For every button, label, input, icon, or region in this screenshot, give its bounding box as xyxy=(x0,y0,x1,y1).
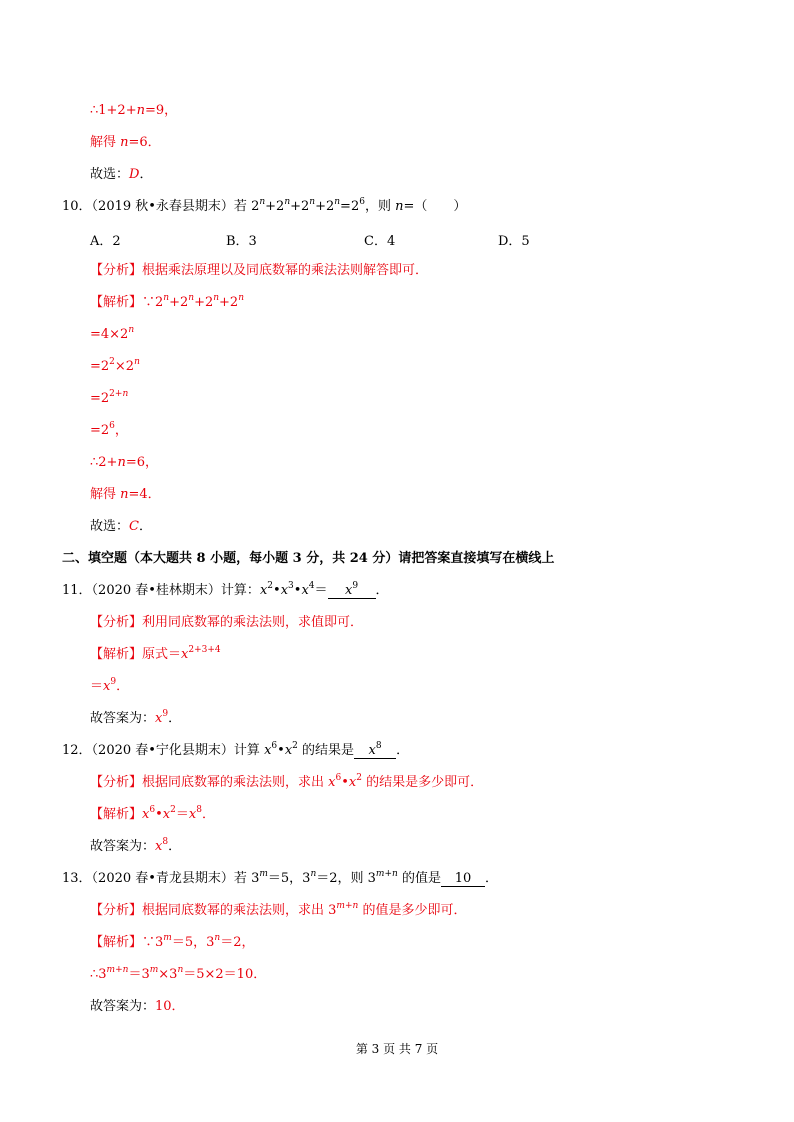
q11-answer-blank[interactable]: $x^9$ xyxy=(328,583,376,599)
q12-analysis: 【分析】根据同底数幂的乘法法则，求出 $x^6•x^2$ 的结果是多少即可． xyxy=(90,773,484,790)
q10-stem: 10．（2019 秋•永春县期末）若 $2^n+2^n+2^n+2^n=2^6$，则 n=（ ） xyxy=(62,197,467,214)
prev-step-2: 解得 n=6． xyxy=(90,135,161,150)
q12-answer: 故答案为：$x^8$． xyxy=(90,837,182,854)
q12-solution: 【解析】$x^6•x^2=x^8$． xyxy=(90,805,215,822)
q10-option-b[interactable]: B．3 xyxy=(226,234,257,249)
q13-solution-1: 【解析】$\because 3^m=5$，$3^n=2$， xyxy=(90,933,255,950)
q12-answer-blank[interactable]: $x^8$ xyxy=(354,743,396,759)
q10-solution-4: $=2^{2+n}$ xyxy=(90,389,129,406)
prev-answer: 故选：D． xyxy=(90,167,153,182)
q10-solution-6: ∴2+n=6， xyxy=(90,455,158,470)
q10-option-d[interactable]: D．5 xyxy=(498,234,530,249)
q11-solution-1: 【解析】原式$=x^{2+3+4}$ xyxy=(90,645,221,662)
q11-stem: 11．（2020 春•桂林期末）计算：$x^2•x^3•x^4= x^9$ ． xyxy=(62,581,389,598)
q10-solution-1: 【解析】$\because 2^n+2^n+2^n+2^n$ xyxy=(90,293,244,310)
q13-stem: 13．（2020 春•青龙县期末）若 $3^m=5$，$3^n=2$，则 $3^{m+n}$ 的值是 10 ． xyxy=(62,869,498,886)
q13-analysis: 【分析】根据同底数幂的乘法法则，求出 $3^{m+n}$ 的值是多少即可． xyxy=(90,901,467,918)
page-footer: 第 3 页 共 7 页 xyxy=(355,1042,439,1056)
q10-analysis: 【分析】根据乘法原理以及同底数幂的乘法法则解答即可． xyxy=(90,263,429,278)
prev-step-1: ∴1+2+n=9， xyxy=(90,103,178,118)
q13-solution-2: $\therefore 3^{m+n}=3^m\times 3^n=5\times 2=10$． xyxy=(90,965,267,982)
q10-solution-5: $=2^6$， xyxy=(90,421,128,438)
q13-answer: 故答案为：10． xyxy=(90,999,185,1014)
q11-solution-2: $=x^9$． xyxy=(90,677,130,694)
section-2-title: 二、填空题（本大题共 8 小题，每小题 3 分，共 24 分）请把答案直接填写在横线上 xyxy=(62,551,555,566)
q10-solution-7: 解得 n=4． xyxy=(90,487,161,502)
q11-analysis: 【分析】利用同底数幂的乘法法则，求值即可． xyxy=(90,615,364,630)
q10-solution-3: $=2^2\times 2^n$ xyxy=(90,357,140,374)
q12-stem: 12．（2020 春•宁化县期末）计算 $x^6•x^2$ 的结果是 $x^8$ ． xyxy=(62,741,410,758)
q10-option-a[interactable]: A．2 xyxy=(90,234,121,249)
q10-option-c[interactable]: C．4 xyxy=(364,234,396,249)
q10-answer: 故选：C． xyxy=(90,519,152,534)
q11-answer: 故答案为：$x^9$． xyxy=(90,709,182,726)
q13-answer-blank[interactable]: 10 xyxy=(441,871,485,887)
q10-solution-2: $=4\times 2^n$ xyxy=(90,325,135,342)
